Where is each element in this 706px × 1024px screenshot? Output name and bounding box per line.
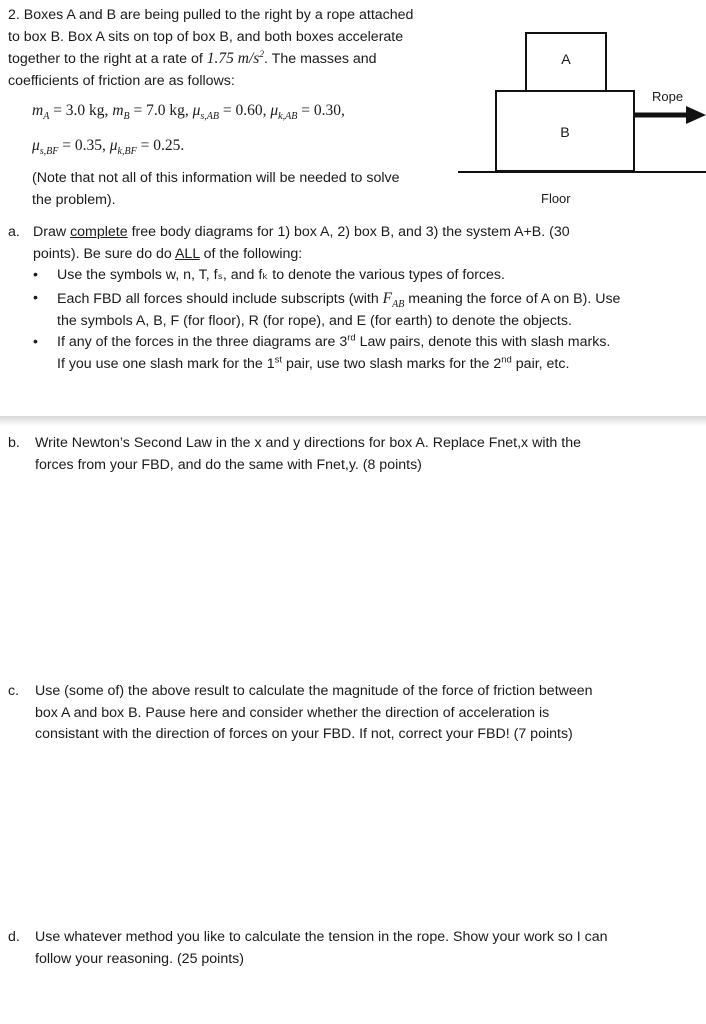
intro-line-3: together to the right at a rate of 1.75 $m/s^2$. The masses and — [8, 49, 377, 67]
given-values-line-2: $\mu_{s,BF} = 0.35$, $\mu_{k,BF} = 0.25$. — [32, 137, 185, 158]
part-b-marker: b. — [8, 435, 20, 451]
intro-line-2: to box B. Box A sits on top of box B, and both boxes accelerate — [8, 28, 404, 45]
intro-line-4: coefficients of friction are as follows: — [8, 72, 235, 89]
bullet-icon: • — [33, 267, 38, 283]
part-d: Use whatever method you like to calculate the tension in the rope. Show your work so I can follow your reasoning. (25 points) — [35, 929, 608, 967]
page-break-shadow — [0, 416, 706, 426]
part-c-marker: c. — [8, 683, 20, 699]
rope-label: Rope — [652, 89, 684, 104]
rope-arrow — [634, 104, 706, 126]
part-a-line-1: Draw complete free body diagrams for 1) box A, 2) box B, and 3) the system A+B. (30 — [33, 224, 570, 240]
box-b-label: B — [560, 125, 570, 141]
part-a — [33, 222, 693, 265]
bullet-item: • If any of the forces in the three diagrams are 3rd Law pairs, denote this with slash marks. If you use one slash mark for the 1st pair, use two slash marks for the 2nd pair, etc. — [33, 332, 611, 372]
bullet-icon: • — [33, 334, 38, 350]
part-d-marker: d. — [8, 929, 20, 945]
acceleration-value: 1.75 $m/s^2$ — [206, 49, 265, 67]
part-a-marker: a. — [8, 224, 20, 240]
bullet-icon: • — [33, 290, 38, 306]
bullet-item: • Each FBD all forces should include subscripts (with $F_{AB}$ meaning the force of A on B). Use the symbols A, B, F (for floor), R (for rope), and E (for earth) to denote the objects. — [33, 290, 621, 329]
intro-line-1: 2. Boxes A and B are being pulled to the right by a rope attached — [8, 7, 414, 23]
floor-label: Floor — [541, 191, 571, 206]
part-c: Use (some of) the above result to calculate the magnitude of the force of friction between box A and box B. Pause here and consider whether the direction of acceleration is consistant with the direction of forces on your FBD. If not, correct your FBD! (7 points) — [35, 683, 593, 742]
bullet-item: • Use the symbols w, n, T, fₛ, and fₖ to denote the various types of forces. — [57, 265, 697, 287]
box-a — [525, 32, 607, 92]
box-a-label: A — [561, 52, 571, 68]
floor-line — [458, 171, 706, 173]
given-values-line-1: $m_A = 3.0$ kg, $m_B = 7.0$ kg, $\mu_{s,AB} = 0.60$, $\mu_{k,AB} = 0.30$, — [32, 102, 345, 123]
problem-note: (Note that not all of this information will be needed to solve the problem). — [32, 170, 400, 208]
part-b: Write Newton’s Second Law in the x and y directions for box A. Replace Fnet,x with the forces from your FBD, and do the same with Fnet,y. (8 points) — [35, 435, 581, 473]
part-a-line-2: points). Be sure do do ALL of the following: — [33, 245, 303, 262]
problem-intro — [8, 5, 448, 92]
box-b — [495, 90, 635, 172]
